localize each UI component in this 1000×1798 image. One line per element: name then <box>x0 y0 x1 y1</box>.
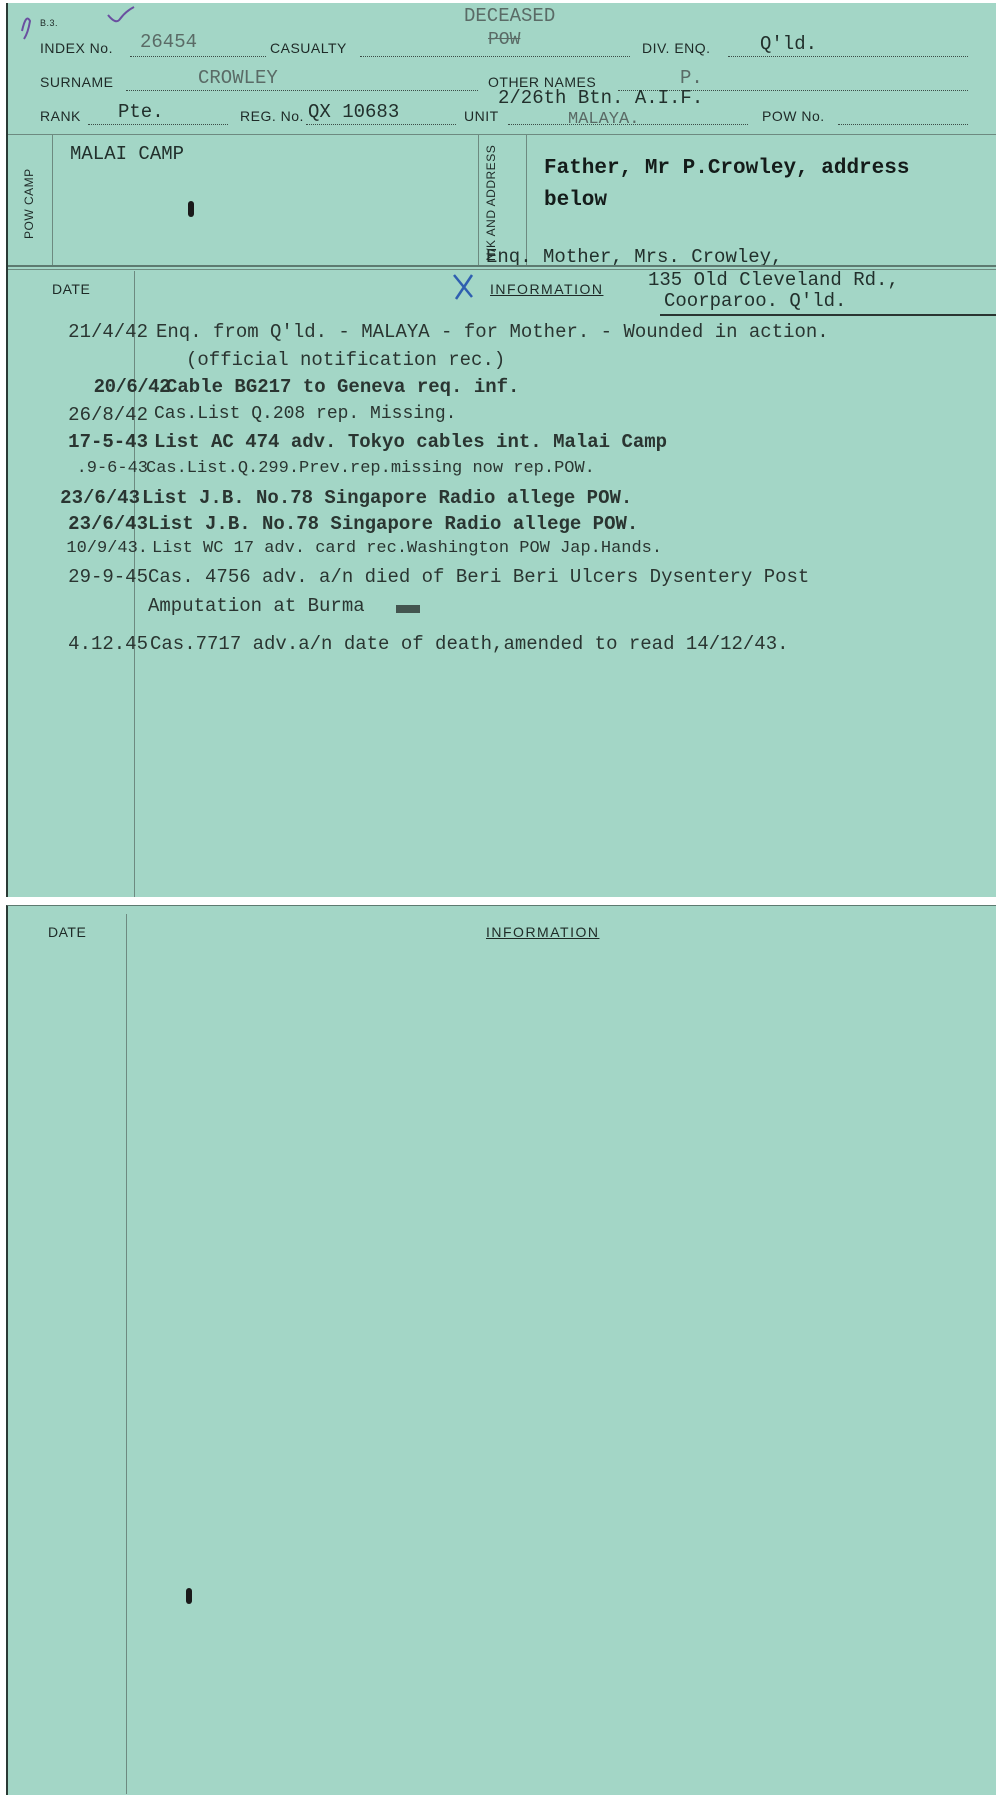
entry-date: 21/4/42 <box>68 321 148 343</box>
entry-text: (official notification rec.) <box>186 349 506 371</box>
back-rule-date-column <box>126 914 127 1794</box>
casualty-dots <box>360 56 630 57</box>
casualty-label: CASUALTY <box>270 40 347 56</box>
index-card-front <box>6 3 996 897</box>
back-punch-hole <box>186 1588 192 1604</box>
entry-text: List J.B. No.78 Singapore Radio allege POW. <box>148 513 639 535</box>
entry-date: 20/6/42 <box>93 376 170 398</box>
casualty-value: DECEASED <box>464 5 556 27</box>
entry-text: Cas.7717 adv.a/n date of death,amended to read 14/12/43. <box>150 633 789 655</box>
entry-date: 17-5-43 <box>68 431 148 453</box>
entry-date: .9-6-43 <box>76 459 148 478</box>
reg-no-label: REG. No. <box>240 108 304 124</box>
nok-line5: Coorparoo. Q'ld. <box>664 290 847 312</box>
entry-text: Cas.List.Q.299.Prev.rep.missing now rep.POW. <box>146 459 595 478</box>
index-card-back <box>6 905 996 1795</box>
form-code: B.3. <box>40 18 59 28</box>
entry-text: Cable BG217 to Geneva req. inf. <box>166 376 520 398</box>
entry-text: List J.B. No.78 Singapore Radio allege POW. <box>142 487 633 509</box>
nok-line3: Enq. Mother, Mrs. Crowley, <box>486 246 783 268</box>
index-dots <box>130 56 266 57</box>
nok-underline <box>660 314 996 316</box>
punch-hole <box>188 201 194 217</box>
unit-label: UNIT <box>464 108 499 124</box>
pow-camp-value: MALAI CAMP <box>70 143 185 165</box>
surname-value: CROWLEY <box>198 67 278 89</box>
back-date-header: DATE <box>48 924 87 940</box>
rank-dots <box>88 124 228 125</box>
entry-text: Cas. 4756 adv. a/n died of Beri Beri Ulcers Dysentery Post <box>148 566 810 588</box>
rank-label: RANK <box>40 108 81 124</box>
reg-no-dots <box>306 124 456 125</box>
index-value: 26454 <box>140 31 198 53</box>
casualty-struck-value: POW <box>488 30 521 50</box>
unit-value-line2: MALAYA. <box>568 110 640 129</box>
nok-line1: Father, Mr P.Crowley, address <box>544 157 910 180</box>
entry-date: 29-9-45 <box>68 566 148 588</box>
entry-text: Cas.List Q.208 rep. Missing. <box>154 404 457 424</box>
pow-no-label: POW No. <box>762 108 825 124</box>
surname-dots <box>126 90 478 91</box>
pencil-tick-marks <box>8 3 148 43</box>
entry-text: Amputation at Burma <box>148 595 365 617</box>
entry-date: 4.12.45 <box>68 633 148 655</box>
back-information-header: INFORMATION <box>486 924 600 940</box>
rule-double-1 <box>8 265 996 267</box>
entry-date: 23/6/43 <box>60 487 140 509</box>
nok-line4: 135 Old Cleveland Rd., <box>648 269 899 291</box>
other-names-label: OTHER NAMES <box>488 74 597 90</box>
information-header: INFORMATION <box>490 281 604 297</box>
rule-pow-camp-left <box>52 134 53 266</box>
rule-nok-left <box>478 134 479 266</box>
pow-camp-label: POW CAMP <box>22 168 36 239</box>
div-enq-value: Q'ld. <box>760 33 818 55</box>
entry-text: Enq. from Q'ld. - MALAYA - for Mother. - Wounded in action. <box>156 321 829 343</box>
surname-label: SURNAME <box>40 74 114 90</box>
unit-dots <box>508 124 748 125</box>
pencil-cross-mark <box>450 271 478 301</box>
entry-date: 26/8/42 <box>68 404 148 426</box>
div-enq-label: DIV. ENQ. <box>642 40 711 56</box>
index-label: INDEX No. <box>40 40 113 56</box>
div-enq-dots <box>728 56 968 57</box>
nok-label: N/K AND ADDRESS <box>484 144 498 261</box>
entry-text: List AC 474 adv. Tokyo cables int. Malai Camp <box>154 431 668 453</box>
typed-over-mark <box>396 605 420 613</box>
entry-date: 23/6/43 <box>68 513 148 535</box>
rule-top-box <box>8 134 996 135</box>
unit-value-line1: 2/26th Btn. A.I.F. <box>498 87 704 109</box>
pow-no-dots <box>838 124 968 125</box>
rank-value: Pte. <box>118 101 164 123</box>
nok-line2: below <box>544 189 608 212</box>
other-names-value: P. <box>680 67 703 89</box>
entry-date: 10/9/43. <box>66 539 148 558</box>
entry-text: List WC 17 adv. card rec.Washington POW Jap.Hands. <box>152 539 663 558</box>
date-header: DATE <box>52 281 91 297</box>
reg-no-value: QX 10683 <box>308 101 400 123</box>
